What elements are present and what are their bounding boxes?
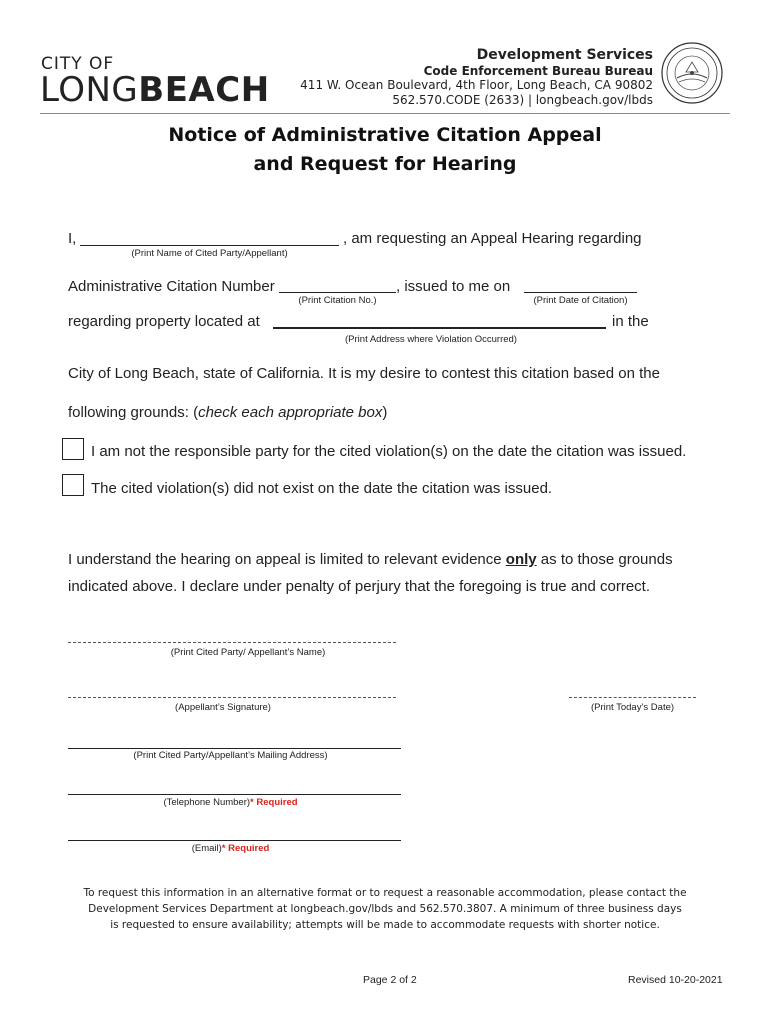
understand-suffix: as to those grounds — [536, 551, 673, 568]
understand-prefix: I understand the hearing on appeal is limited to relevant evidence — [68, 551, 506, 568]
accommodation-line-1: To request this information in an alternative format or to request a reasonable accommodation, please contact the — [83, 887, 687, 899]
telephone-label: (Telephone Number) — [163, 797, 251, 808]
department-name: Development Services — [476, 47, 653, 63]
grounds-instruction: check each appropriate box — [198, 404, 383, 421]
caption-printed-name: (Print Cited Party/ Appellant’s Name) — [170, 647, 326, 658]
logo-city-of: CITY OF — [41, 54, 115, 74]
office-contact: 562.570.CODE (2633) | longbeach.gov/lbds — [392, 93, 653, 107]
printed-name-field[interactable] — [68, 642, 396, 643]
label-i: I, — [68, 230, 77, 247]
city-state-text: City of Long Beach, state of California. It is my desire to contest this citation based on the — [68, 365, 660, 382]
telephone-field[interactable] — [68, 794, 401, 795]
caption-telephone — [68, 797, 393, 808]
label-issued: , issued to me on — [396, 278, 511, 295]
email-field[interactable] — [68, 840, 401, 841]
caption-today-date: (Print Today’s Date) — [590, 702, 675, 713]
caption-name: (Print Name of Cited Party/Appellant) — [131, 248, 288, 259]
header-divider — [40, 113, 730, 114]
accommodation-line-3: is requested to ensure availability; attempts will be made to accommodate requests with shorter notice. — [110, 919, 660, 931]
today-date-field[interactable] — [569, 697, 696, 698]
page-subtitle: and Request for Hearing — [253, 153, 517, 175]
office-address: 411 W. Ocean Boulevard, 4th Floor, Long Beach, CA 90802 — [300, 78, 653, 92]
logo-long: LONG — [40, 70, 139, 110]
grounds-prefix: following grounds: ( — [68, 404, 199, 421]
page-number: Page 2 of 2 — [363, 974, 417, 986]
caption-address: (Print Address where Violation Occurred) — [345, 334, 517, 345]
telephone-required: * Required — [250, 797, 298, 808]
understand-text — [68, 551, 673, 568]
caption-signature: (Appellant’s Signature) — [175, 702, 271, 713]
caption-email — [68, 843, 393, 854]
revision-date: Revised 10-20-2021 — [628, 974, 723, 986]
email-required: * Required — [221, 843, 270, 854]
city-seal-icon — [661, 42, 723, 104]
bureau-name: Code Enforcement Bureau Bureau — [423, 64, 653, 78]
label-requesting: , am requesting an Appeal Hearing regarding — [343, 230, 642, 247]
caption-mailing-address: (Print Cited Party/Appellant’s Mailing Address) — [133, 750, 328, 761]
declare-text: indicated above. I declare under penalty of perjury that the foregoing is true and correct. — [68, 578, 651, 595]
grounds-suffix: ) — [382, 404, 388, 421]
label-in-the: in the — [612, 313, 649, 330]
caption-citation-date: (Print Date of Citation) — [533, 295, 628, 306]
caption-citation-number: (Print Citation No.) — [298, 295, 377, 306]
label-property: regarding property located at — [68, 313, 260, 330]
grounds-text — [68, 404, 387, 421]
option-not-responsible: I am not the responsible party for the cited violation(s) on the date the citation was issued. — [91, 443, 687, 460]
emphasis-only: only — [505, 551, 537, 568]
label-citation-number: Administrative Citation Number — [68, 278, 275, 295]
option-did-not-exist: The cited violation(s) did not exist on the date the citation was issued. — [91, 480, 553, 497]
citation-number-field[interactable] — [279, 292, 396, 293]
page-title: Notice of Administrative Citation Appeal — [168, 124, 602, 146]
citation-date-field[interactable] — [524, 292, 637, 293]
accommodation-line-2: Development Services Department at longbeach.gov/lbds and 562.570.3807. A minimum of three business days — [88, 903, 682, 915]
property-address-field[interactable] — [273, 327, 606, 329]
logo-beach: BEACH — [138, 70, 270, 110]
checkbox-not-responsible[interactable] — [62, 438, 84, 460]
appellant-name-field[interactable] — [80, 245, 339, 246]
mailing-address-field[interactable] — [68, 748, 401, 749]
logo-long-beach — [40, 70, 270, 110]
signature-field[interactable] — [68, 697, 396, 698]
email-label: (Email) — [191, 843, 222, 854]
checkbox-did-not-exist[interactable] — [62, 474, 84, 496]
